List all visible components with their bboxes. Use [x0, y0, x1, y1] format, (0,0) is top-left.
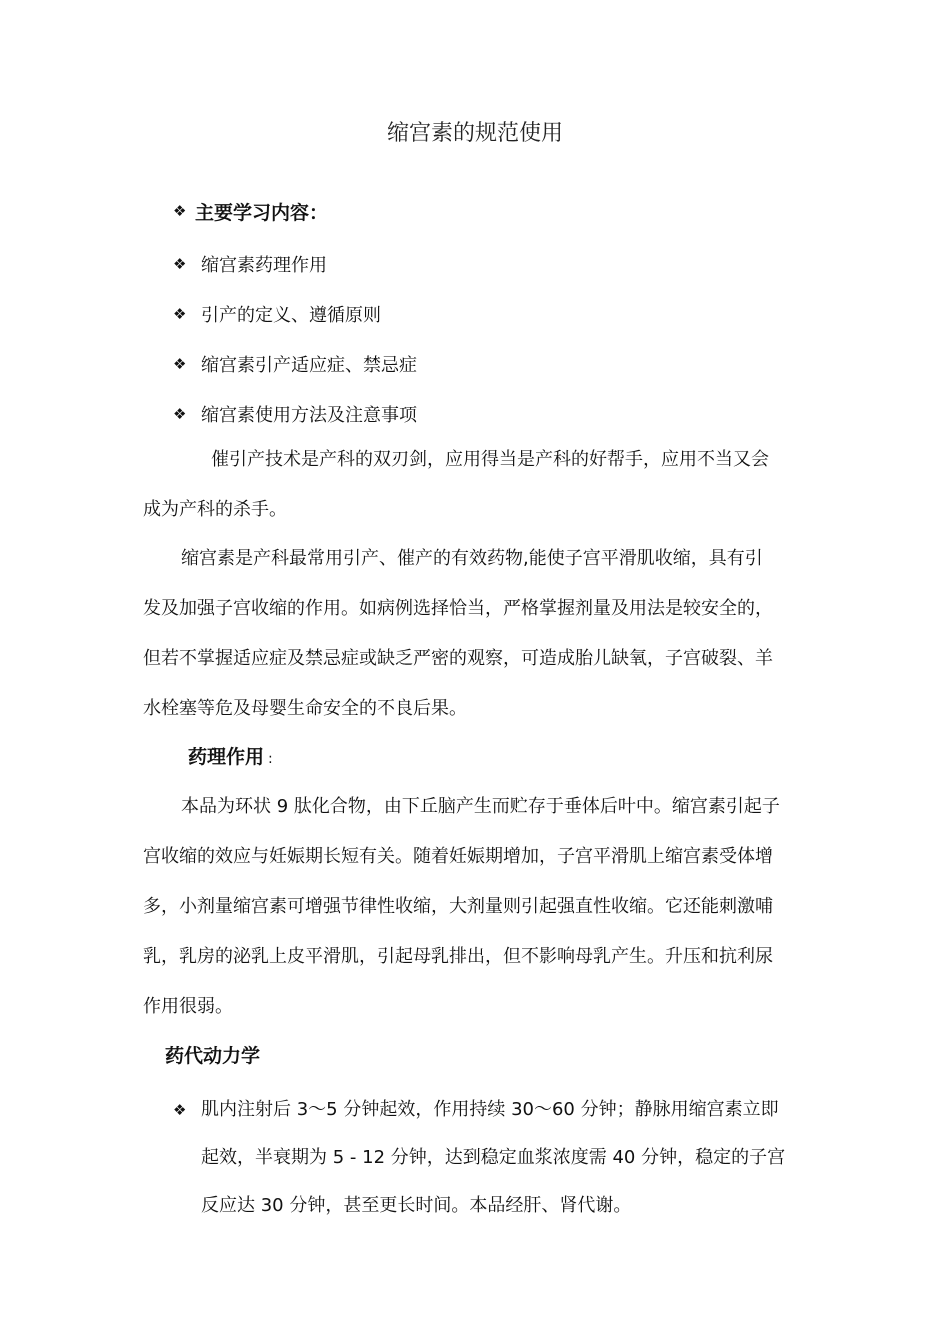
page-title: 缩宫素的规范使用 [386, 121, 563, 146]
outline-item: ❖ 缩宫素引产适应症、禁忌症 [173, 354, 417, 376]
oxytocin-overview-paragraph: 缩宫素是产科最常用引产、催产的有效药物,能使子宫平滑肌收缩，具有引 发及加强子宫收缩的作用。如病例选择恰当，严格掌握剂量及用法是较安全的， 但若不掌握适应症及禁忌症或缺乏严密的观察，可造成胎儿缺氧，子宫破裂、羊 水栓塞等危及母婴生命安全的不良后果。 [143, 548, 773, 719]
diamond-bullet-icon: ❖ [173, 202, 187, 220]
diamond-bullet-icon: ❖ [173, 304, 187, 323]
diamond-bullet-icon: ❖ [173, 354, 187, 373]
pharmacology-paragraph: 本品为环状 9 肽化合物，由下丘脑产生而贮存于垂体后叶中。缩宫素引起子 宫收缩的效应与妊娠期长短有关。随着妊娠期增加，子宫平滑肌上缩宫素受体增 多，小剂量缩宫素可增强节律性收缩，大剂量则引起强直性收缩。它还能刺激哺 乳，乳房的泌乳上皮平滑肌，引起母乳排出，但不影响母乳产生。升压和抗利尿 作用很弱。 [143, 796, 780, 1017]
outline-heading-row [173, 198, 328, 225]
pharmacology-heading: 药理作用 : [188, 746, 273, 768]
pharmacokinetics-heading: 药代动力学 [165, 1045, 261, 1067]
diamond-bullet-icon: ❖ [173, 1101, 187, 1119]
intro-paragraph: 催引产技术是产科的双刃剑，应用得当是产科的好帮手，应用不当又会 成为产科的杀手。 [143, 449, 769, 520]
outline-item: ❖ 引产的定义、遵循原则 [173, 304, 381, 326]
diamond-bullet-icon: ❖ [173, 254, 187, 273]
pharmacokinetics-bullet: ❖ 肌内注射后 3～5 分钟起效，作用持续 30～60 分钟；静脉用缩宫素立即 起效，半衰期为 5 - 12 分钟，达到稳定血浆浓度需 40 分钟，稳定的子宫 反应达 30 分钟，甚至更长时间。本品经肝、肾代谢。 [173, 1099, 786, 1216]
outline-item: ❖ 缩宫素使用方法及注意事项 [173, 404, 417, 426]
outline-heading: 主要学习内容： [195, 202, 329, 224]
outline-item: ❖ 缩宫素药理作用 [173, 254, 327, 276]
diamond-bullet-icon: ❖ [173, 404, 187, 423]
